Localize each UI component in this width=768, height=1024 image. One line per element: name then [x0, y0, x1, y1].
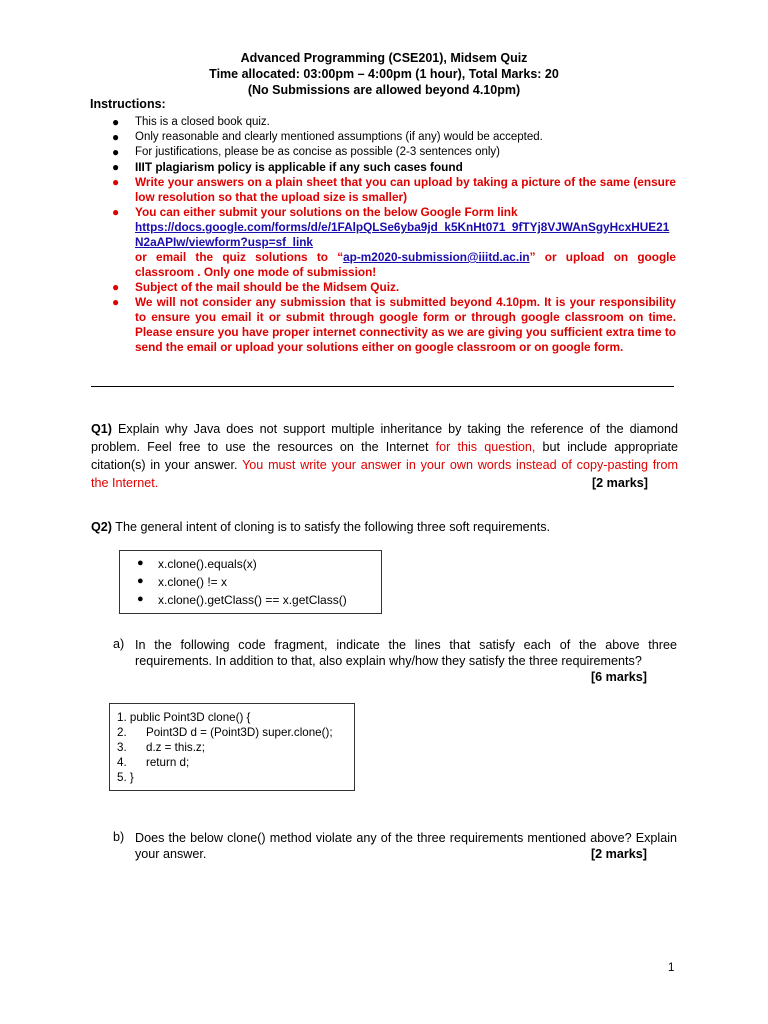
- q2b-text: [135, 830, 677, 862]
- q1-marks: [2 marks]: [591, 476, 648, 490]
- q2b-marks: [2 marks]: [590, 847, 647, 861]
- code-box: [109, 703, 355, 791]
- page-number: 1: [668, 962, 675, 974]
- q2b-label: b): [113, 830, 125, 844]
- google-form-link[interactable]: https://docs.google.com/forms/d/e/1FAlpQLSe6yba9jd_k5KnHt071_9fTYj8VJWAnSgyHcxHUE21N2aAPIw/viewform?usp=sf_link: [135, 220, 670, 249]
- instruction-plain-sheet: Write your answers on a plain sheet that you can upload by taking a picture of the same (ensure low resolution so that the upload size is smaller): [135, 175, 676, 204]
- requirement-text: x.clone().getClass() == x.getClass(): [158, 593, 347, 607]
- question-2: [91, 518, 678, 536]
- instruction-late-submission: We will not consider any submission that is submitted beyond 4.10pm. It is your responsibility to ensure you email it or submit through google form or through google classroom on time. Please ensure you have proper internet connectivity as we are giving you sufficient extra time to send the email or upload your solutions either on google classroom or on google form.: [135, 295, 676, 354]
- code-line: 5. }: [117, 771, 134, 784]
- instruction-mail-subject: Subject of the mail should be the Midsem Quiz.: [135, 280, 400, 294]
- bullet: ●: [112, 145, 120, 159]
- q1-text-cont: but include appropriate citation(s) in your answer.: [91, 440, 678, 472]
- instruction-plagiarism: IIIT plagiarism policy is applicable if any such cases found: [135, 160, 463, 174]
- requirement-text: x.clone().equals(x): [158, 557, 257, 571]
- requirements-box: [119, 550, 382, 614]
- bullet: ●: [112, 115, 120, 129]
- instruction-assumptions: Only reasonable and clearly mentioned assumptions (if any) would be accepted.: [135, 131, 543, 143]
- bullet: ●: [112, 280, 120, 294]
- quiz-title: Advanced Programming (CSE201), Midsem Quiz: [240, 51, 528, 65]
- bullet: ●: [112, 175, 120, 189]
- q1-own-words-note: You must write your answer in your own words instead of copy-pasting from the Internet.: [91, 458, 678, 490]
- code-line: 4. return d;: [117, 756, 190, 769]
- q2a-label: a): [113, 637, 125, 651]
- requirement-item: [137, 593, 347, 607]
- code-line: 3. d.z = this.z;: [117, 741, 205, 754]
- q2a-question: In the following code fragment, indicate the lines that satisfy each of the above three requirements. In addition to that, also explain why/how they satisfy the three requirements?: [135, 638, 677, 668]
- submission-deadline-note: (No Submissions are allowed beyond 4.10pm): [247, 83, 521, 97]
- instruction-justifications: For justifications, please be as concise as possible (2-3 sentences only): [135, 146, 500, 158]
- code-line: 1. public Point3D clone() {: [117, 711, 251, 724]
- bullet: ●: [112, 295, 120, 309]
- q2a-text: [135, 637, 677, 685]
- separator-line: [91, 386, 674, 387]
- bullet: ●: [112, 160, 120, 174]
- question-1: [91, 420, 678, 492]
- q1-text: Explain why Java does not support multiple inheritance by taking the reference of the diamond problem. Feel free to use the resources on the Internet: [91, 422, 678, 454]
- requirement-item: [137, 575, 228, 589]
- bullet: ●: [137, 593, 144, 605]
- q2-label: Q2): [91, 520, 112, 534]
- submission-intro: You can either submit your solutions on the below Google Form link: [135, 205, 518, 219]
- classroom-option: ” or upload on google classroom . Only one mode of submission!: [135, 250, 676, 279]
- q2b-question: Does the below clone() method violate any of the three requirements mentioned above? Explain your answer.: [135, 831, 677, 861]
- instructions-heading: Instructions:: [90, 97, 166, 111]
- q1-red-note: for this question,: [435, 440, 536, 454]
- q2a-marks: [6 marks]: [590, 670, 647, 684]
- email-intro: or email the quiz solutions to “: [135, 250, 344, 264]
- requirement-item: [137, 557, 257, 571]
- submission-email-link[interactable]: ap-m2020-submission@iiitd.ac.in: [343, 250, 530, 264]
- bullet: ●: [137, 575, 144, 587]
- instruction-submission: [135, 205, 676, 280]
- instruction-closed-book: This is a closed book quiz.: [135, 116, 270, 128]
- q2-text: The general intent of cloning is to satisfy the following three soft requirements.: [112, 520, 550, 534]
- bullet: ●: [112, 205, 120, 219]
- time-allocated: Time allocated: 03:00pm – 4:00pm (1 hour), Total Marks: 20: [209, 67, 559, 81]
- bullet: ●: [137, 557, 144, 569]
- q1-label: Q1): [91, 422, 112, 436]
- bullet: ●: [112, 130, 120, 144]
- requirement-text: x.clone() != x: [158, 575, 228, 589]
- code-line: 2. Point3D d = (Point3D) super.clone();: [117, 726, 333, 739]
